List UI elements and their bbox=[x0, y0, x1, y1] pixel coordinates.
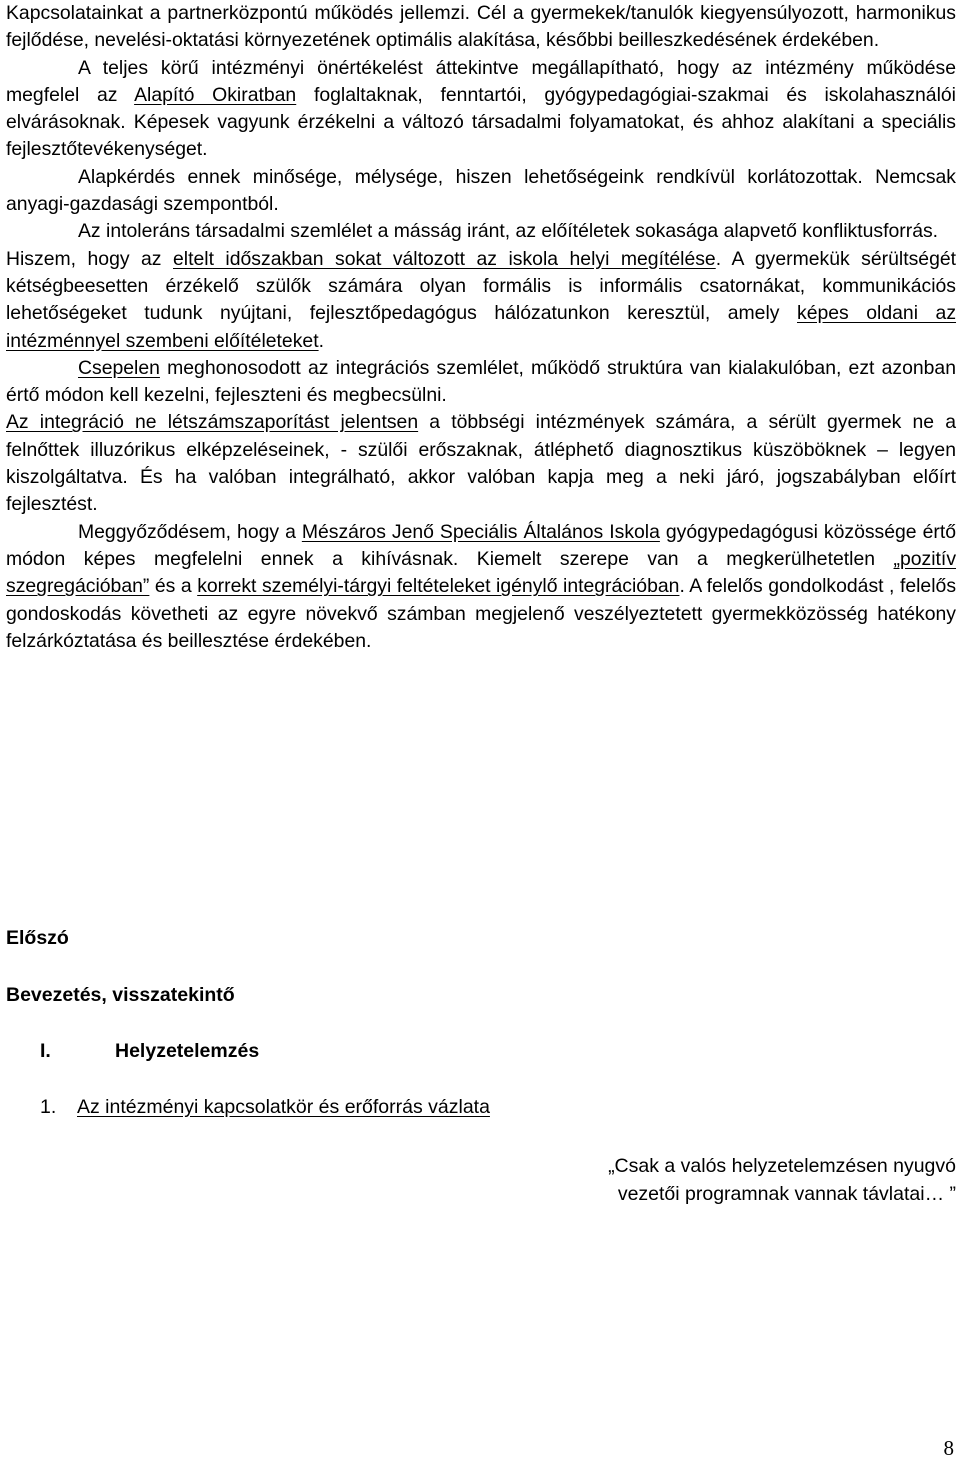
underlined-phrase-integration: Az integráció ne létszámszaporítást jelentsen bbox=[6, 411, 419, 434]
paragraph-text: . A gyermekük sérültségét kétségbeesetten érzékelő szülők számára olyan formális is informális csatornákat, kommunikációs lehetőségeket tudunk nyújtani, fejlesztőpedagógus hálózatunkon keresztül, amely bbox=[6, 247, 957, 325]
paragraph-text: A teljes körű intézményi önértékelést áttekintve megállapítható, hogy az intézmény működése megfelel az bbox=[6, 56, 956, 106]
underlined-phrase-alapito-okirat: Alapító Okiratban bbox=[134, 83, 297, 106]
underlined-phrase-correct-integration: korrekt személyi-tárgyi feltételeket igénylő integrációban bbox=[197, 575, 680, 598]
heading-introduction: Bevezetés, visszatekintő bbox=[6, 984, 235, 1006]
underlined-phrase-positive-segregation: „pozitív szegregációban” bbox=[6, 547, 957, 598]
paragraph-self-assessment bbox=[6, 55, 956, 164]
paragraph-text: a többségi intézmények számára, a sérült gyermek ne a felnőttek illuzórikus elképzeléseinek, - szülői erőszaknak, átléphető diagnosztikus küszöböknek – legyen kiszolgáltatva. És ha valóban integrálható, akkor valóban kapja meg a neki járó, jogszabályban előírt fejlesztést. bbox=[6, 411, 957, 516]
paragraph-text: Alapkérdés ennek minősége, mélysége, hiszen lehetőségeink rendkívül korlátozottak. Nemcsak anyagi-gazdasági szempontból. bbox=[6, 165, 956, 216]
heading-foreword: Előszó bbox=[6, 927, 69, 949]
paragraph-intolerance bbox=[6, 218, 956, 245]
paragraph-text: . A felelős gondolkodást , felelős gondoskodás követheti az egyre növekvő számban megjelenő veszélyeztetett gyermekközösség hatékony felzárkóztatása és beillesztése érdekében. bbox=[6, 575, 957, 652]
paragraph-conviction bbox=[6, 519, 956, 655]
underlined-phrase-prejudice: képes oldani az intézménnyel szembeni előítéleteket bbox=[6, 302, 957, 352]
underlined-phrase-school-name: Mészáros Jenő Speciális Általános Iskola bbox=[301, 520, 660, 543]
paragraph-integration bbox=[6, 409, 956, 518]
motto-quote bbox=[608, 1152, 956, 1208]
paragraph-text: Az intoleráns társadalmi szemlélet a másság iránt, az előítéletek sokasága alapvető konfliktusforrás. bbox=[78, 220, 939, 243]
paragraph-text: Kapcsolatainkat a partnerközpontú működés jellemzi. Cél a gyermekek/tanulók kiegyensúlyozott, harmonikus fejlődése, nevelési-oktatási környezetének optimális alakítása, későbbi beilleszkedésének érdekében. bbox=[6, 2, 956, 52]
paragraph-basic-question bbox=[6, 164, 956, 219]
paragraph-partnership bbox=[6, 0, 956, 55]
paragraph-text: Hiszem, hogy az bbox=[6, 247, 162, 270]
page-number: 8 bbox=[943, 1436, 954, 1460]
chapter-heading bbox=[40, 1040, 259, 1063]
section-number: 1. bbox=[40, 1096, 57, 1118]
section-title: Az intézményi kapcsolatkör és erőforrás vázlata bbox=[77, 1096, 490, 1118]
paragraph-text: Meggyőződésem, hogy a bbox=[78, 520, 296, 543]
chapter-number: I. bbox=[40, 1040, 51, 1062]
paragraph-text: foglaltaknak, fenntartói, gyógypedagógiai-szakmai és iskolahasználói elvárásoknak. Képesek vagyunk érzékelni a változó társadalmi folyamatokat, és ahhoz alakítani a speciális fejlesztőtevékenységet. bbox=[6, 83, 956, 161]
motto-line-1: „Csak a valós helyzetelemzésen nyugvó bbox=[608, 1155, 956, 1177]
chapter-title: Helyzetelemzés bbox=[115, 1040, 260, 1062]
section-heading bbox=[40, 1096, 490, 1119]
paragraph-text: meghonosodott az integrációs szemlélet, működő struktúra van kialakulóban, ezt azonban értő módon kell kezelni, fejleszteni és megbecsülni. bbox=[6, 356, 956, 407]
paragraph-school-perception bbox=[6, 246, 956, 355]
body-text bbox=[6, 0, 956, 655]
underlined-phrase-csepelen: Csepelen bbox=[78, 356, 160, 379]
paragraph-text: gyógypedagógusi közössége értő módon képes megfelelni ennek a kihívásnak. Kiemelt szerepe van a megkerülhetetlen bbox=[6, 520, 956, 570]
motto-line-2: vezetői programnak vannak távlatai… ” bbox=[617, 1183, 956, 1205]
paragraph-text: és a bbox=[154, 575, 192, 598]
paragraph-csepel bbox=[6, 355, 956, 410]
underlined-phrase-school-perception: eltelt időszakban sokat változott az iskola helyi megítélése bbox=[173, 247, 716, 270]
paragraph-text: . bbox=[318, 329, 324, 352]
